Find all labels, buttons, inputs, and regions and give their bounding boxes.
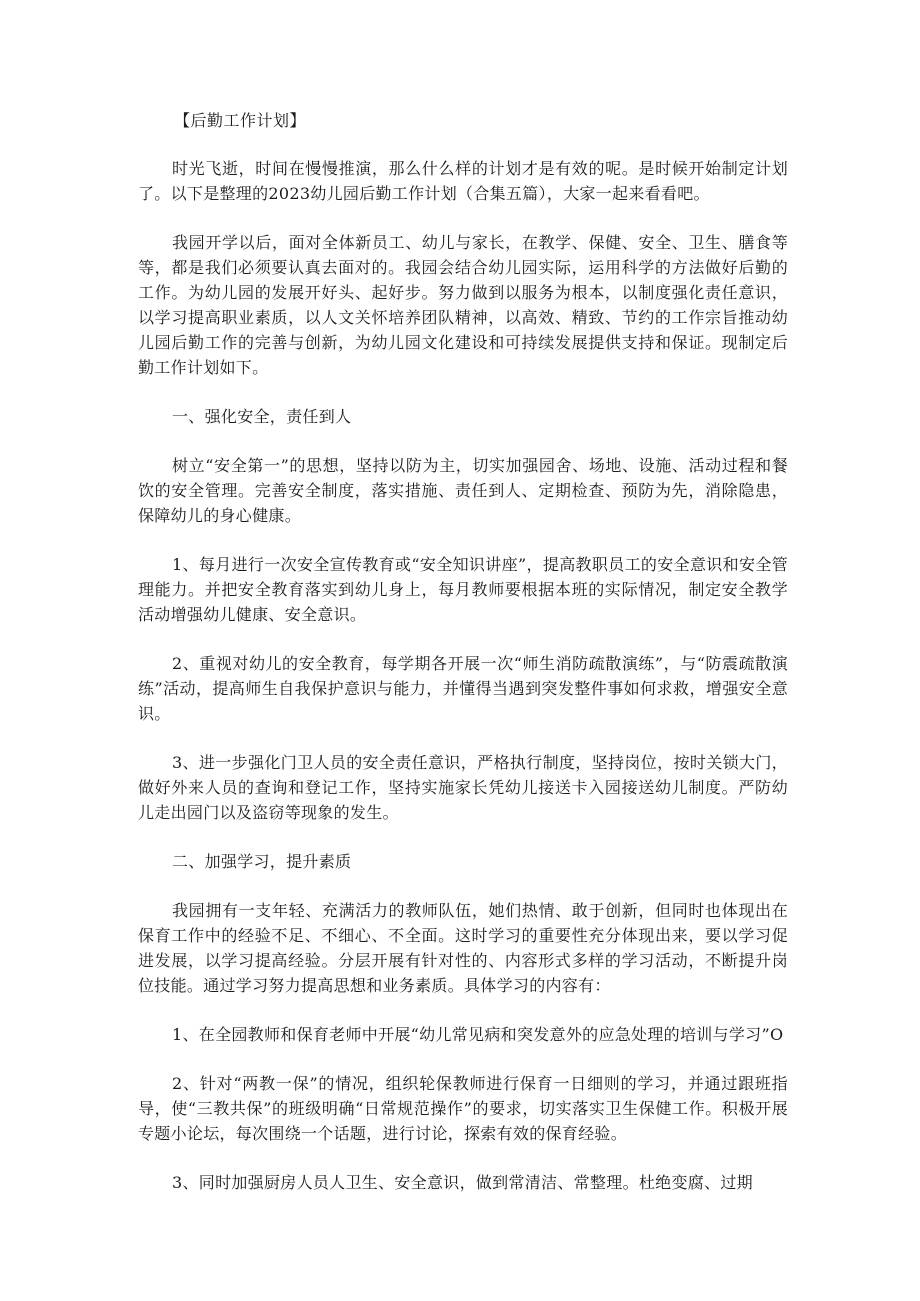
learning-item-1: 1、在全园教师和保育老师中开展“幼儿常见病和突发意外的应急处理的培训与学习”O	[172, 1025, 784, 1044]
intro-paragraph: 时光飞逝，时间在慢慢推演，那么什么样的计划才是有效的呢。是时候开始制定计划了。以下是整理的2023幼儿园后勤工作计划（合集五篇），大家一起来看看吧。	[138, 159, 788, 203]
learning-item-3: 3、同时加强厨房人员人卫生、安全意识，做到常清洁、常整理。杜绝变腐、过期	[172, 1173, 753, 1192]
learning-item-2: 2、针对“两教一保”的情况，组织轮保教师进行保育一日细则的学习，并通过跟班指导，使“三教共保”的班级明确“日常规范操作”的要求，切实落实卫生保健工作。积极开展专题小论坛，每次围绕一个话题，进行讨论，探索有效的保育经验。	[138, 1074, 788, 1143]
section-heading-safety: 一、强化安全，责任到人	[172, 407, 352, 426]
safety-item-3: 3、进一步强化门卫人员的安全责任意识，严格执行制度，坚持岗位，按时关锁大门，做好外来人员的查询和登记工作，坚持实施家长凭幼儿接送卡入园接送幼儿制度。严防幼儿走出园门以及盗窃等现象的发生。	[138, 753, 788, 822]
safety-paragraph: 树立“安全第一”的思想，坚持以防为主，切实加强园舍、场地、设施、活动过程和餐饮的安全管理。完善安全制度，落实措施、责任到人、定期检查、预防为先，消除隐患，保障幼儿的身心健康。	[138, 456, 788, 525]
safety-item-1: 1、每月进行一次安全宣传教育或“安全知识讲座”，提高教职员工的安全意识和安全管理能力。并把安全教育落实到幼儿身上，每月教师要根据本班的实际情况，制定安全教学活动增强幼儿健康、安全意识。	[138, 555, 788, 624]
section-heading-learning: 二、加强学习，提升素质	[172, 852, 352, 871]
overview-paragraph: 我园开学以后，面对全体新员工、幼儿与家长，在教学、保健、安全、卫生、膳食等等，都是我们必须要认真去面对的。我园会结合幼儿园实际，运用科学的方法做好后勤的工作。为幼儿园的发展开好头、起好步。努力做到以服务为根本，以制度强化责任意识，以学习提高职业素质，以人文关怀培养团队精神，以高效、精致、节约的工作宗旨推动幼儿园后勤工作的完善与创新，为幼儿园文化建设和可持续发展提供支持和保证。现制定后勤工作计划如下。	[138, 233, 788, 377]
document-title: 【后勤工作计划】	[174, 111, 307, 130]
learning-paragraph: 我园拥有一支年轻、充满活力的教师队伍，她们热情、敢于创新，但同时也体现出在保育工作中的经验不足、不细心、不全面。这时学习的重要性充分体现出来，要以学习促进发展，以学习提高经验。分层开展有针对性的、内容形式多样的学习活动，不断提升岗位技能。通过学习努力提高思想和业务素质。具体学习的内容有：	[138, 901, 788, 995]
document-page	[138, 110, 788, 1219]
safety-item-2: 2、重视对幼儿的安全教育，每学期各开展一次“师生消防疏散演练”，与“防震疏散演练”活动，提高师生自我保护意识与能力，并懂得当遇到突发整件事如何求救，增强安全意识。	[138, 654, 788, 723]
